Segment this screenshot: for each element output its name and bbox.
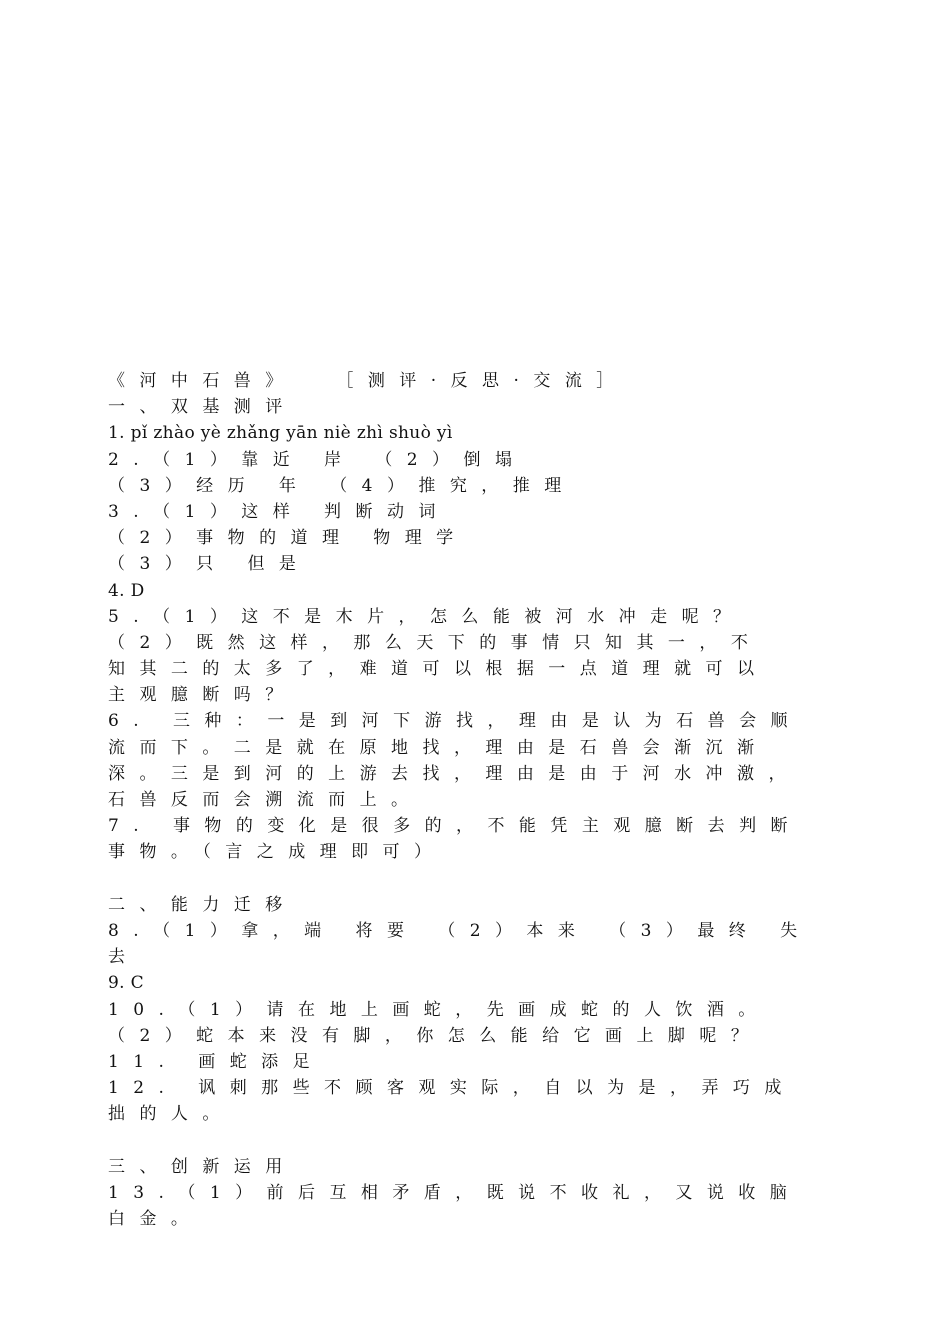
section-heading-1: 一、双基测评	[108, 397, 297, 418]
answer-line: （2）既然这样，那么天下的事情只知其一，不	[108, 632, 763, 653]
answer-line: 4. D	[108, 580, 145, 601]
blank-line	[108, 866, 848, 892]
blank-line	[108, 1127, 848, 1153]
answer-line: （3）经历 年 （4）推究，推理	[108, 475, 576, 496]
answer-line: 8.（1）拿，端 将要 （2）本来 （3）最终 失	[108, 920, 812, 941]
answer-line: 2.（1）靠近 岸 （2）倒塌	[108, 449, 527, 470]
document-page	[108, 368, 848, 1232]
answer-line: 流而下。二是就在原地找，理由是石兽会渐沉渐	[108, 737, 769, 758]
answer-line: 5.（1）这不是木片，怎么能被河水冲走呢？	[108, 606, 745, 627]
answer-line: 1. pǐ zhào yè zhǎng yān niè zhì shuò yì	[108, 423, 453, 444]
answer-line: 知其二的太多了，难道可以根据一点道理就可以	[108, 659, 769, 680]
answer-line: 13.（1）前后互相矛盾，既说不收礼，又说收脑	[108, 1182, 802, 1203]
section-heading-3: 三、创新运用	[108, 1156, 297, 1177]
answer-line: 10.（1）请在地上画蛇，先画成蛇的人饮酒。	[108, 999, 770, 1020]
answer-line: 白金。	[108, 1209, 203, 1229]
answer-line: 6. 三种：一是到河下游找，理由是认为石兽会顺	[108, 711, 802, 732]
answer-line: 拙的人。	[108, 1104, 234, 1125]
document-title: 《河中石兽》 ［测评·反思·交流］	[108, 371, 628, 391]
answer-line: 主观臆断吗？	[108, 685, 297, 706]
answer-line: （2）事物的道理 物理学	[108, 528, 468, 549]
answer-line: 9. C	[108, 973, 144, 994]
answer-line: 事物。（言之成理即可）	[108, 842, 446, 863]
answer-line: 3.（1）这样 判断动词	[108, 501, 450, 522]
answer-line: 石兽反而会溯流而上。	[108, 790, 423, 810]
section-heading-2: 二、能力迁移	[108, 894, 297, 915]
answer-line: 7. 事物的变化是很多的，不能凭主观臆断去判断	[108, 816, 802, 837]
answer-line: 12. 讽刺那些不顾客观实际，自以为是，弄巧成	[108, 1078, 796, 1099]
answer-line: （3）只 但是	[108, 554, 311, 575]
answer-line: （2）蛇本来没有脚，你怎么能给它画上脚呢？	[108, 1025, 763, 1046]
answer-line: 深。三是到河的上游去找，理由是由于河水冲激，	[108, 763, 800, 784]
answer-line: 去	[108, 947, 140, 968]
answer-line: 11. 画蛇添足	[108, 1051, 325, 1072]
